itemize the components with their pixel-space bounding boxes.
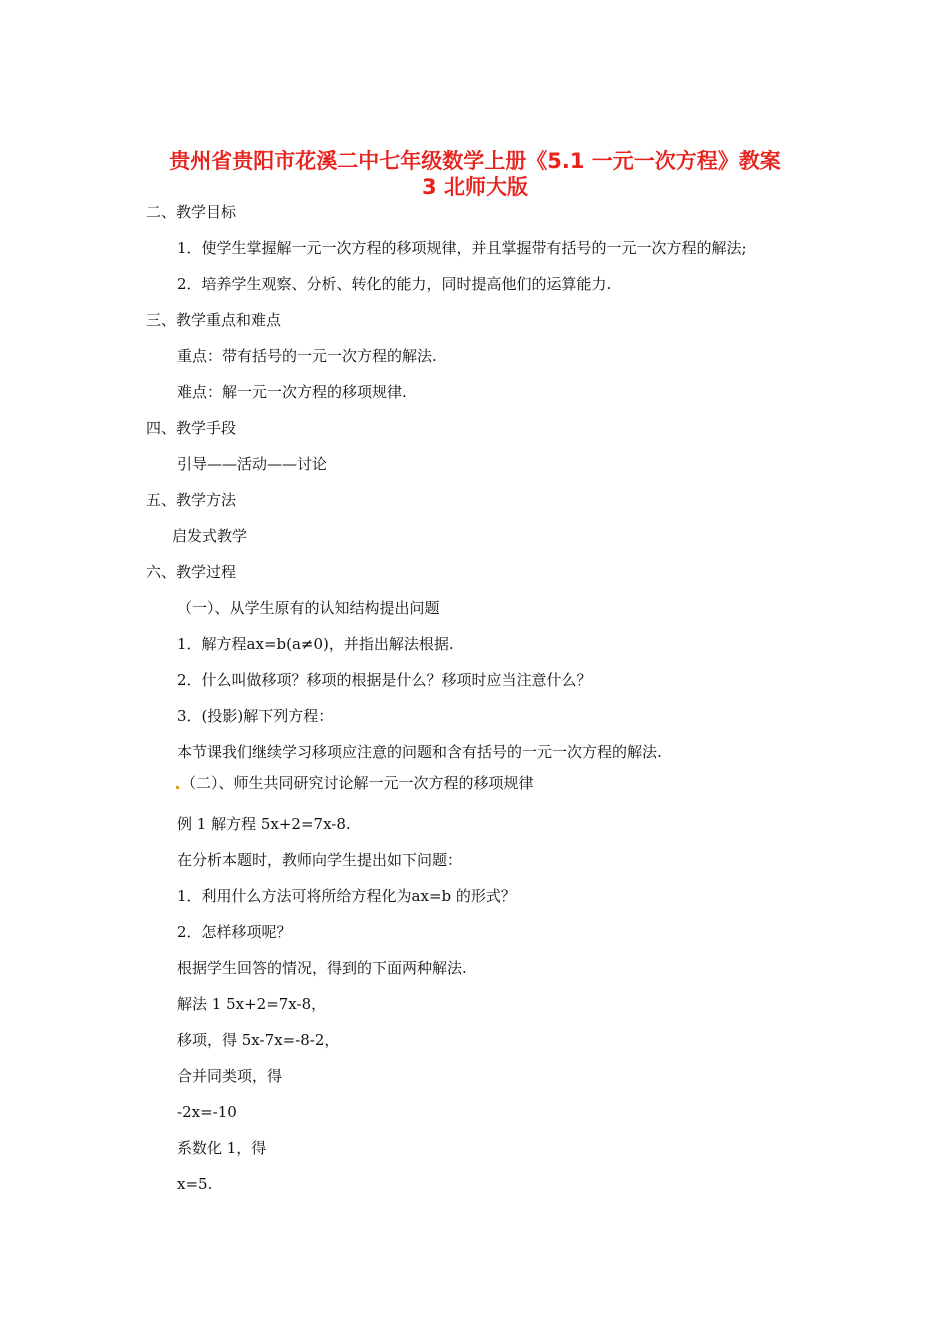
means-line: 引导——活动——讨论: [177, 455, 328, 473]
section-heading-means: 四、教学手段: [146, 419, 237, 437]
objective-item-1: 1．使学生掌握解一元一次方程的移项规律，并且掌握带有括号的一元一次方程的解法;: [177, 239, 747, 257]
process-question-1: 1．解方程ax=b(a≠0)，并指出解法根据.: [177, 635, 454, 653]
solution-1-result-combine: -2x=-10: [177, 1103, 237, 1121]
process-subheading-1: （一）、从学生原有的认知结构提出问题: [177, 599, 440, 617]
solution-1-step-combine: 合并同类项，得: [177, 1067, 283, 1085]
objective-item-2: 2．培养学生观察、分析、转化的能力，同时提高他们的运算能力.: [177, 275, 612, 293]
solutions-intro-line: 根据学生回答的情况，得到的下面两种解法.: [177, 959, 467, 977]
key-point-line: 重点：带有括号的一元一次方程的解法.: [177, 347, 437, 365]
method-line: 启发式教学: [172, 527, 248, 545]
section-heading-key-points: 三、教学重点和难点: [146, 311, 282, 329]
process-subheading-2: （二）、师生共同研究讨论解一元一次方程的移项规律: [181, 774, 534, 792]
analysis-intro-line: 在分析本题时，教师向学生提出如下问题：: [177, 851, 463, 869]
solution-1-step-transpose: 移项，得 5x-7x=-8-2，: [177, 1031, 340, 1049]
analysis-question-1: 1．利用什么方法可将所给方程化为ax=b 的形式？: [177, 887, 516, 905]
solution-1-step-coefficient: 系数化 1，得: [177, 1139, 267, 1157]
difficult-point-line: 难点：解一元一次方程的移项规律.: [177, 383, 407, 401]
analysis-question-2: 2．怎样移项呢？: [177, 923, 292, 941]
lesson-intro-line: 本节课我们继续学习移项应注意的问题和含有括号的一元一次方程的解法.: [177, 743, 662, 761]
margin-marker: [176, 786, 179, 789]
title-line-2: 3 北师大版: [422, 175, 528, 199]
title-line-1: 贵州省贵阳市花溪二中七年级数学上册《5.1 一元一次方程》教案: [169, 149, 781, 173]
section-heading-method: 五、教学方法: [146, 491, 237, 509]
solution-1-final-answer: x=5.: [177, 1175, 213, 1193]
solution-1-equation: 解法 1 5x+2=7x-8，: [177, 995, 327, 1013]
process-question-2: 2．什么叫做移项？移项的根据是什么？移项时应当注意什么？: [177, 671, 592, 689]
example-1-line: 例 1 解方程 5x+2=7x-8.: [177, 815, 351, 833]
process-question-3: 3．(投影)解下列方程：: [177, 707, 334, 725]
section-heading-process: 六、教学过程: [146, 563, 237, 581]
section-heading-objectives: 二、教学目标: [146, 203, 237, 221]
